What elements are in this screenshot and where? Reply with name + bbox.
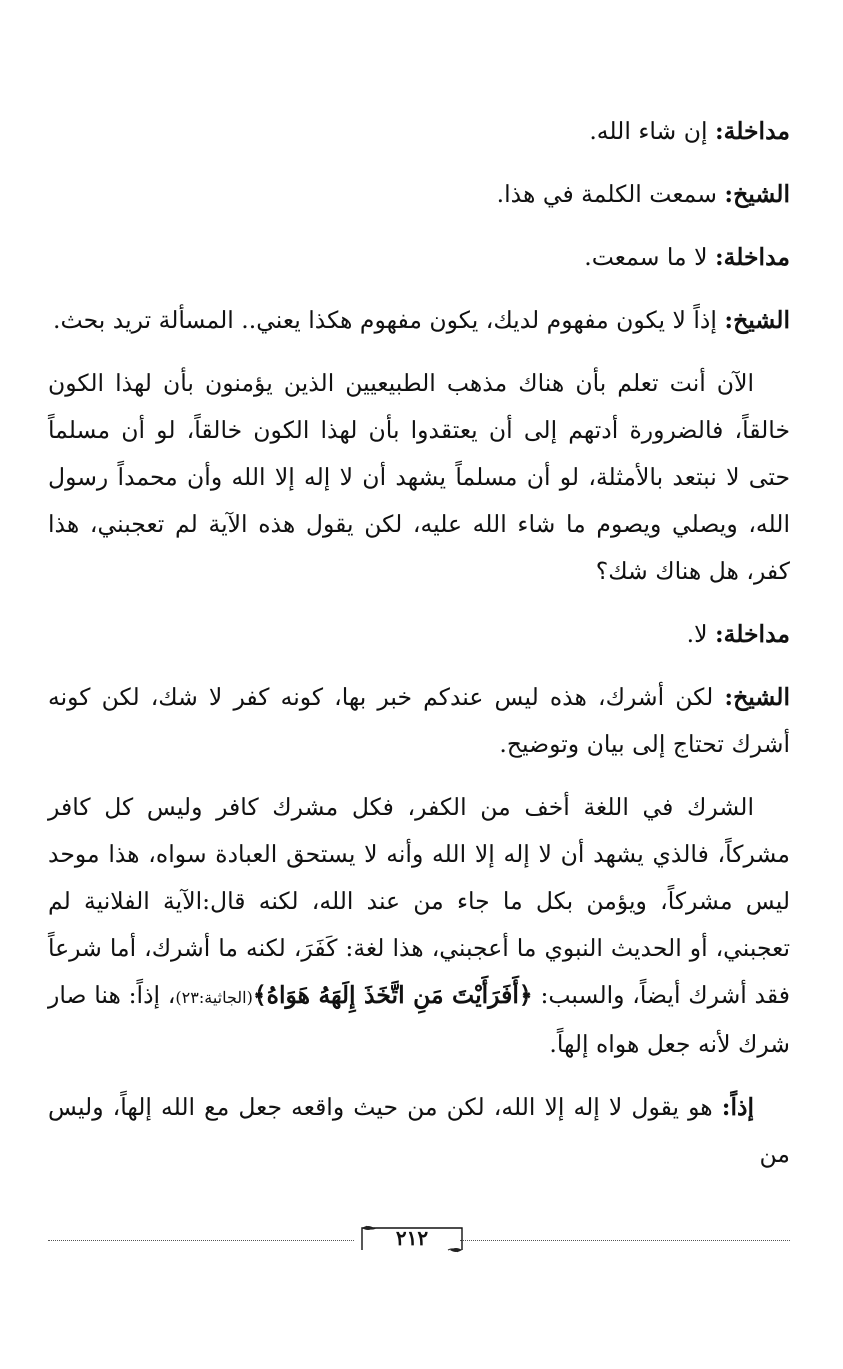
- page-number-frame: [360, 1224, 464, 1254]
- paragraph-sheikh-3: [48, 674, 790, 768]
- speaker-label: مداخلة:: [714, 117, 790, 145]
- paragraph-text: هو يقول لا إله إلا الله، لكن من حيث واقعه جعل مع الله إلهاً، وليس من: [48, 1093, 790, 1168]
- footer-rule-left: [48, 1240, 354, 1241]
- speaker-label: الشيخ:: [724, 683, 790, 711]
- paragraph-shirk-definition: [48, 784, 790, 1068]
- paragraph-text: لا ما سمعت.: [584, 243, 715, 271]
- speaker-label: الشيخ:: [724, 180, 790, 208]
- paragraph-sheikh-1: [48, 171, 790, 218]
- paragraph-text: الشرك في اللغة أخف من الكفر، فكل مشرك كافر وليس كل كافر مشركاً، فالذي يشهد أن لا إله إلا الله وأنه لا يستحق العبادة سواه، هذا موحد ليس مشركاً، ويؤمن بكل ما جاء من عند الله، لكنه قال:الآية الفلانية لم تعجبني، أو الحديث النبوي ما أعجبني، هذا لغة: كَفَرَ، لكنه ما أشرك، أما شرعاً فقد أشرك أيضاً، والسبب:: [48, 793, 791, 1009]
- paragraph-text: لكن أشرك، هذه ليس عندكم خبر بها، كونه كفر لا شك، لكن كونه أشرك تحتاج إلى بيان وتوضيح.: [48, 683, 790, 758]
- paragraph-intervention-3: [48, 611, 790, 658]
- speaker-label: مداخلة:: [714, 243, 790, 271]
- speaker-label: مداخلة:: [714, 620, 790, 648]
- paragraph-text: لا.: [686, 620, 715, 648]
- page-body: [48, 108, 790, 1194]
- conclusion-lead: إذاً:: [721, 1093, 754, 1121]
- page-footer: [48, 1222, 790, 1266]
- paragraph-text: إن شاء الله.: [589, 117, 715, 145]
- paragraph-intervention-2: [48, 234, 790, 281]
- footer-rule-right: [460, 1240, 790, 1241]
- quran-verse: ﴿أَفَرَأَيْتَ مَنِ اتَّخَذَ إِلَهَهُ هَوَاهُ﴾: [252, 981, 533, 1009]
- paragraph-text: ، إذاً: هنا صار شرك لأنه جعل هواه إلهاً.: [48, 981, 790, 1058]
- paragraph-naturalists: [48, 360, 790, 595]
- paragraph-text: سمعت الكلمة في هذا.: [496, 180, 725, 208]
- paragraph-conclusion: [48, 1084, 790, 1178]
- page-number: ٢١٢: [395, 1226, 429, 1250]
- paragraph-sheikh-2: [48, 297, 790, 344]
- verse-reference: (الجاثية:٢٣): [175, 988, 253, 1007]
- paragraph-text: الآن أنت تعلم بأن هناك مذهب الطبيعيين الذين يؤمنون بأن لهذا الكون خالقاً، فالضرورة أدتهم إلى أن يعتقدوا بأن لهذا الكون خالقاً، لو أن مسلماً حتى لا نبتعد بالأمثلة، لو أن مسلماً يشهد أن لا إله إلا الله وأن محمداً رسول الله، ويصلي ويصوم ما شاء الله عليه، لكن يقول هذه الآية لم تعجبني، هذا كفر، هل هناك شك؟: [48, 369, 790, 585]
- paragraph-intervention-1: [48, 108, 790, 155]
- speaker-label: الشيخ:: [724, 306, 790, 334]
- paragraph-text: إذاً لا يكون مفهوم لديك، يكون مفهوم هكذا يعني.. المسألة تريد بحث.: [53, 306, 725, 334]
